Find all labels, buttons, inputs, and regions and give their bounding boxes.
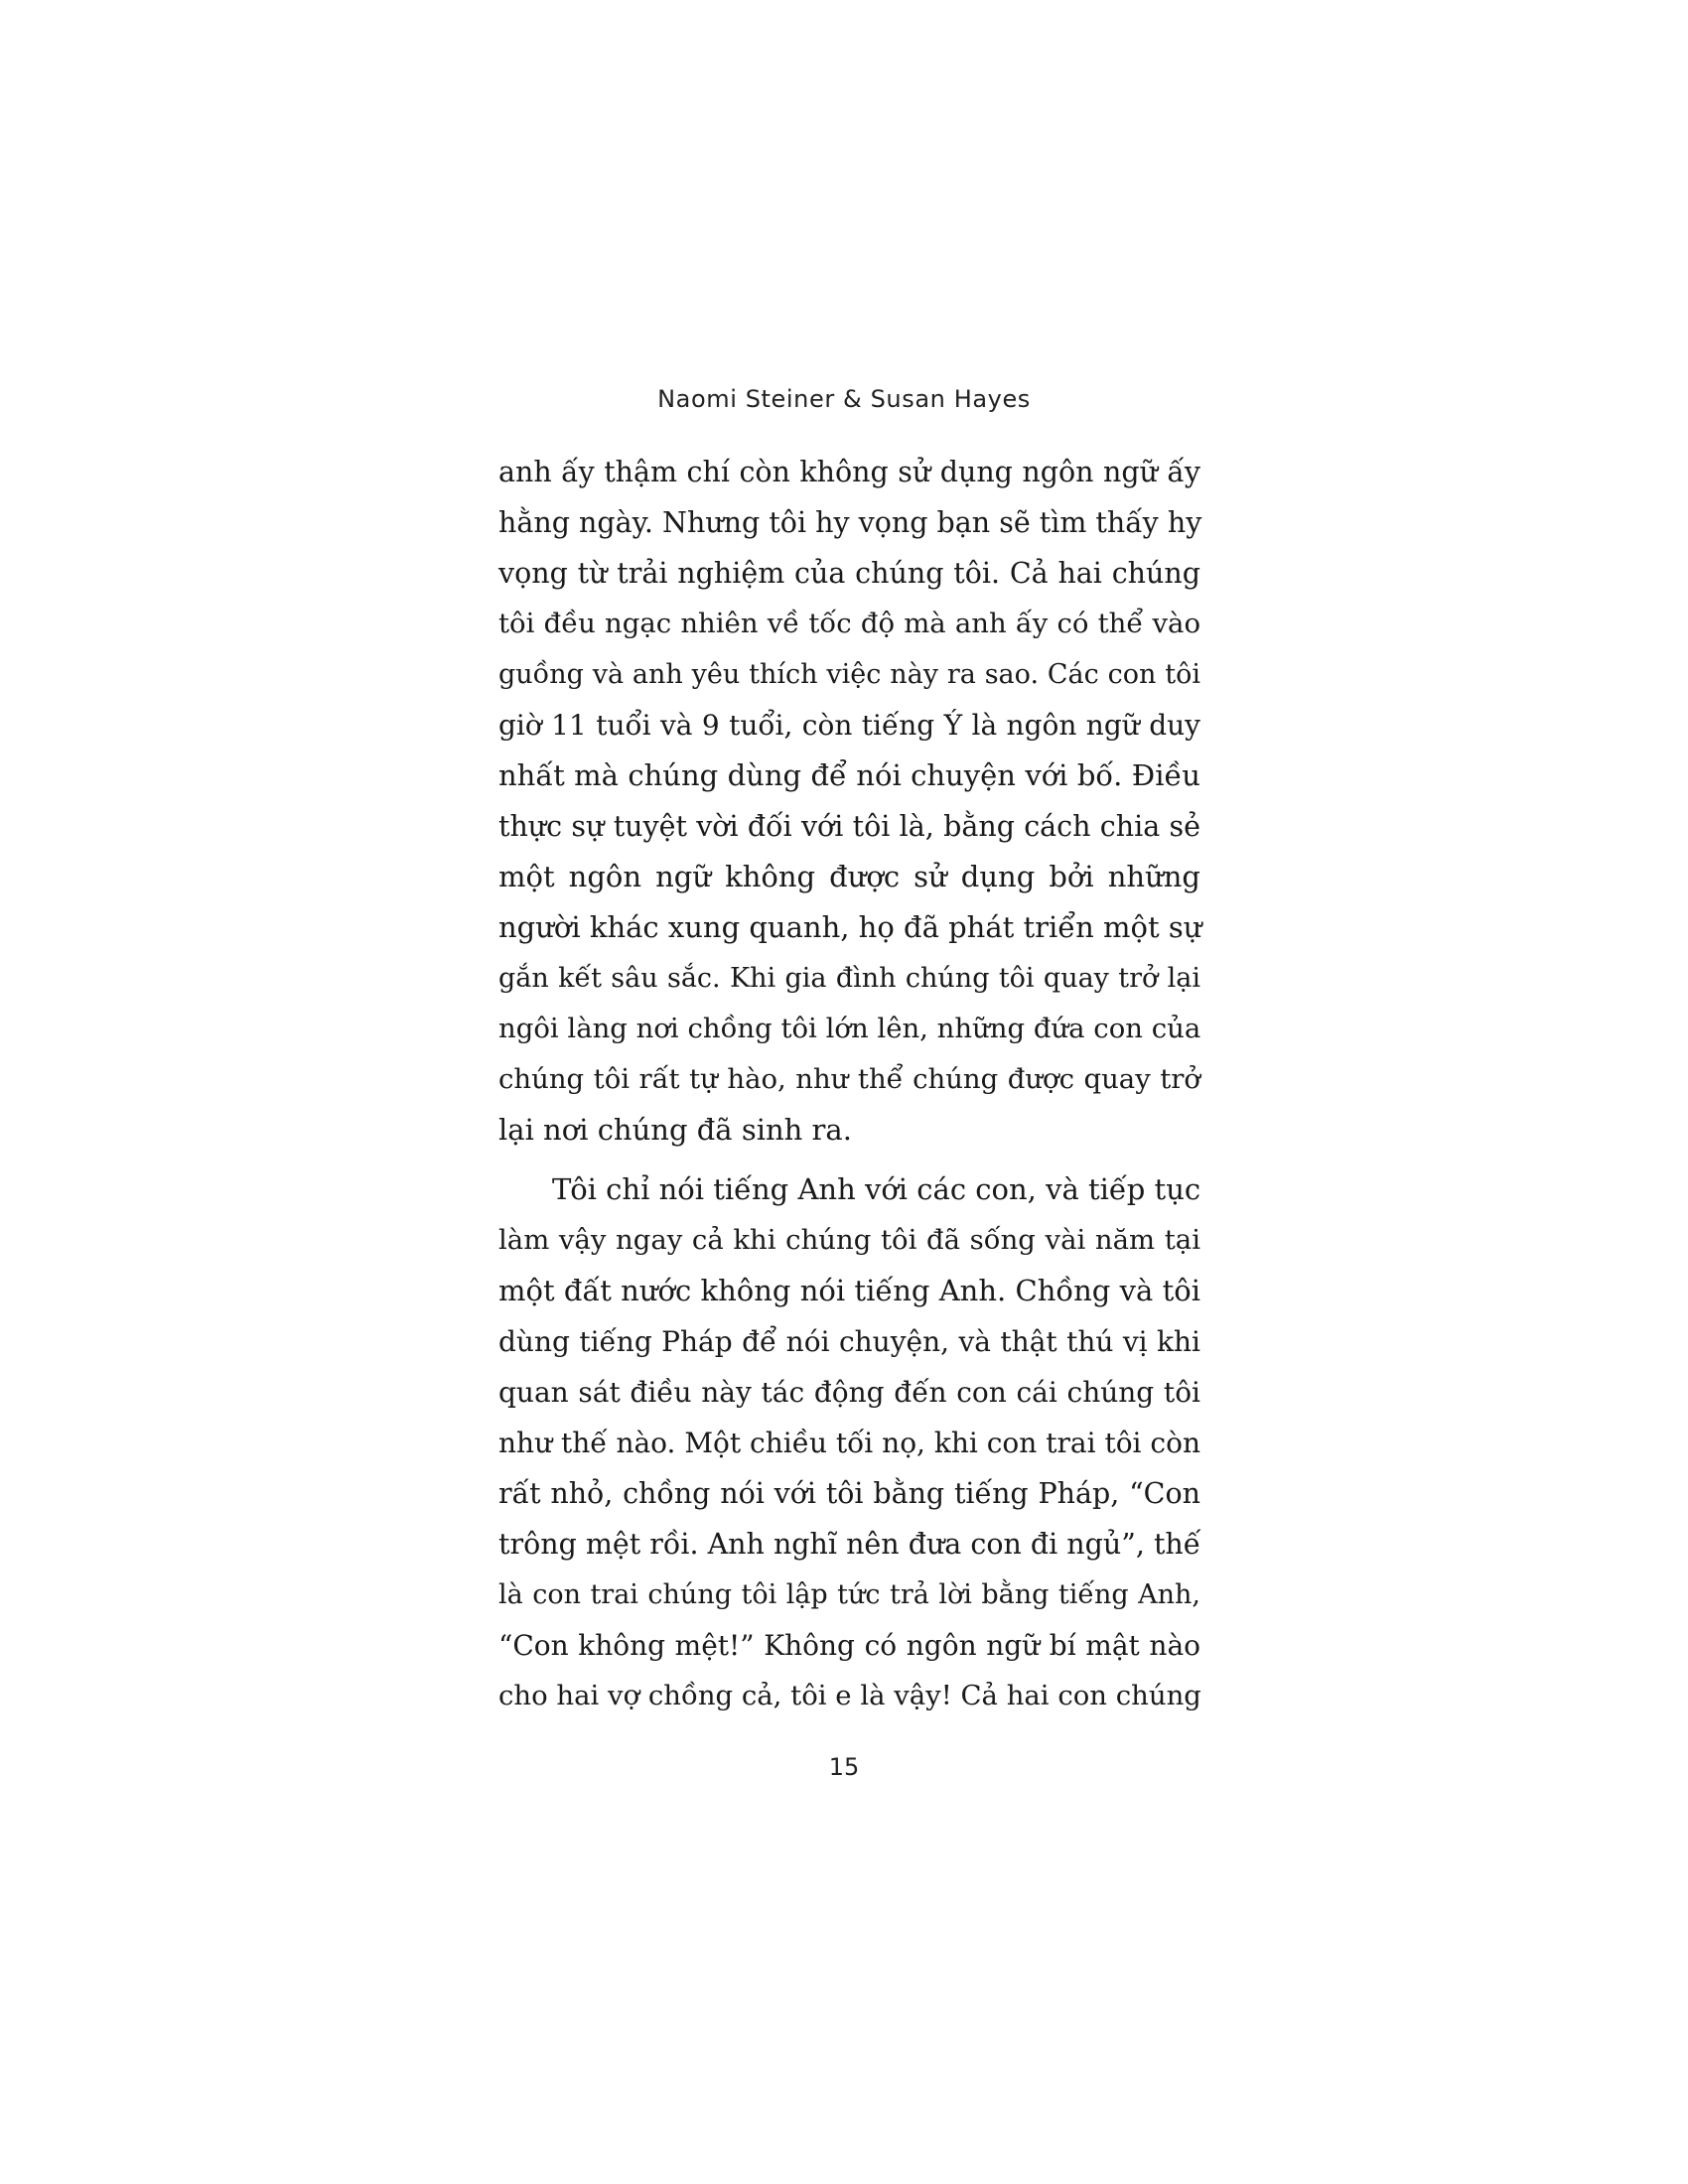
text-line: giờ 11 tuổi và 9 tuổi, còn tiếng Ý là ngôn ngữ duy: [498, 709, 1200, 742]
text-line: gắn kết sâu sắc. Khi gia đình chúng tôi quay trở lại: [498, 963, 1200, 994]
text-line: Tôi chỉ nói tiếng Anh với các con, và tiếp tục: [552, 1172, 1201, 1206]
text-line: rất nhỏ, chồng nói với tôi bằng tiếng Pháp, “Con: [498, 1477, 1200, 1510]
text-line: một ngôn ngữ không được sử dụng bởi những: [498, 860, 1200, 893]
text-line: cho hai vợ chồng cả, tôi e là vậy! Cả hai con chúng: [498, 1680, 1201, 1711]
text-line: nhất mà chúng dùng để nói chuyện với bố. Điều: [498, 758, 1200, 792]
text-line: người khác xung quanh, họ đã phát triển một sự: [498, 910, 1202, 944]
text-line: ngôi làng nơi chồng tôi lớn lên, những đứa con của: [498, 1013, 1201, 1044]
text-line: “Con không mệt!” Không có ngôn ngữ bí mật nào: [498, 1629, 1200, 1662]
text-line: dùng tiếng Pháp để nói chuyện, và thật thú vị khi: [498, 1325, 1200, 1358]
text-line: vọng từ trải nghiệm của chúng tôi. Cả hai chúng: [498, 557, 1200, 590]
text-line: hằng ngày. Nhưng tôi hy vọng bạn sẽ tìm thấy hy: [498, 506, 1202, 539]
text-line: làm vậy ngay cả khi chúng tôi đã sống vài năm tại: [498, 1224, 1200, 1256]
text-line: là con trai chúng tôi lập tức trả lời bằng tiếng Anh,: [498, 1579, 1200, 1610]
text-line: trông mệt rồi. Anh nghĩ nên đưa con đi ngủ”, thế: [498, 1528, 1201, 1561]
body-text: [498, 447, 1200, 1721]
page-number: 15: [828, 1753, 860, 1781]
running-header: Naomi Steiner & Susan Hayes: [657, 385, 1031, 413]
text-line: quan sát điều này tác động đến con cái chúng tôi: [498, 1376, 1200, 1409]
text-line: chúng tôi rất tự hào, như thể chúng được quay trở: [498, 1063, 1200, 1095]
text-line: một đất nước không nói tiếng Anh. Chồng và tôi: [498, 1274, 1200, 1307]
text-line: anh ấy thậm chí còn không sử dụng ngôn ngữ ấy: [498, 456, 1200, 488]
paragraph-1: [498, 447, 1200, 1156]
paragraph-2: [498, 1164, 1200, 1721]
text-line: tôi đều ngạc nhiên về tốc độ mà anh ấy có thể vào: [498, 608, 1200, 639]
text-line: lại nơi chúng đã sinh ra.: [498, 1113, 852, 1147]
text-line: guồng và anh yêu thích việc này ra sao. Các con tôi: [498, 659, 1200, 690]
text-line: như thế nào. Một chiều tối nọ, khi con trai tôi còn: [498, 1427, 1200, 1459]
text-line: thực sự tuyệt vời đối với tôi là, bằng cách chia sẻ: [498, 810, 1200, 843]
